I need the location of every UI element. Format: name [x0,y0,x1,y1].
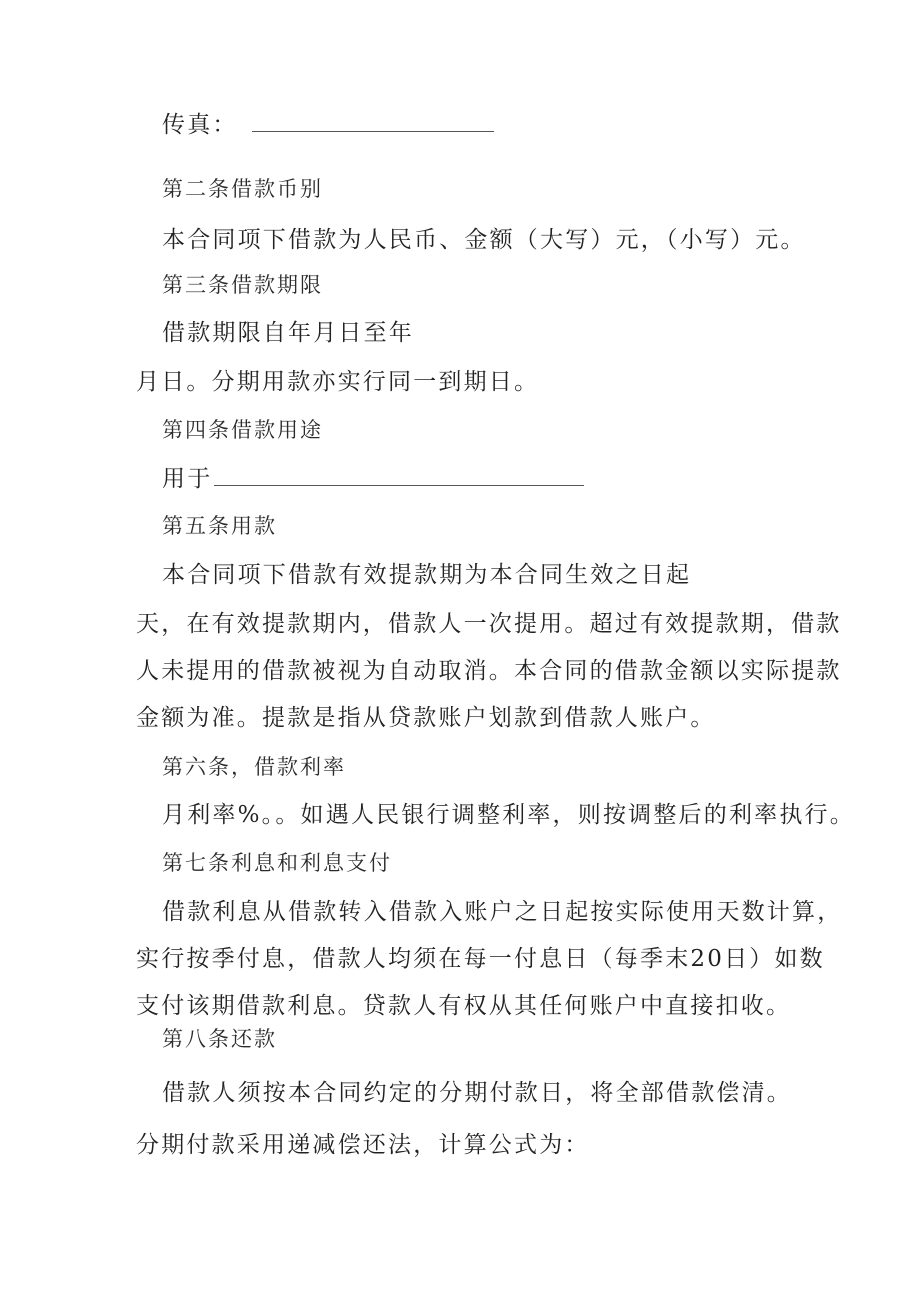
article7-line3: 支付该期借款利息。贷款人有权从其任何账户中直接扣收。 [136,993,792,1019]
article8-heading: 第八条还款 [162,1027,277,1051]
article4-row [162,464,584,494]
fax-row [162,110,494,140]
article2-text: 本合同项下借款为人民币、金额（大写）元，（小写）元。 [162,227,806,253]
article6-text: 月利率%。。如遇人民银行调整利率，则按调整后的利率执行。 [162,802,855,828]
article3-line2: 月日。分期用款亦实行同一到期日。 [136,369,540,395]
usage-blank [214,465,584,486]
article3-heading: 第三条借款期限 [162,273,323,297]
article7-line1: 借款利息从借款转入借款入账户之日起按实际使用天数计算， [162,899,843,925]
article8-line2: 分期付款采用递减偿还法，计算公式为： [136,1132,590,1158]
article7-line2: 实行按季付息，借款人均须在每一付息日（每季末20日）如数 [136,946,825,972]
article5-line1: 本合同项下借款有效提款期为本合同生效之日起 [162,562,692,588]
article7-heading: 第七条利息和利息支付 [162,851,392,875]
article6-heading: 第六条，借款利率 [162,755,346,779]
article2-heading: 第二条借款币别 [162,177,323,201]
article5-heading: 第五条用款 [162,514,277,538]
article5-line3: 人未提用的借款被视为自动取消。本合同的借款金额以实际提款 [136,658,842,684]
fax-blank [252,111,494,132]
article5-line4: 金额为准。提款是指从贷款账户划款到借款人账户。 [136,705,716,731]
article4-text: 用于 [162,466,213,492]
article8-line1: 借款人须按本合同约定的分期付款日，将全部借款偿清。 [162,1080,792,1106]
article4-heading: 第四条借款用途 [162,418,323,442]
article5-line2: 天，在有效提款期内，借款人一次提用。超过有效提款期，借款 [136,611,842,637]
article3-line1: 借款期限自年月日至年 [162,320,414,346]
fax-label: 传真： [162,112,238,138]
